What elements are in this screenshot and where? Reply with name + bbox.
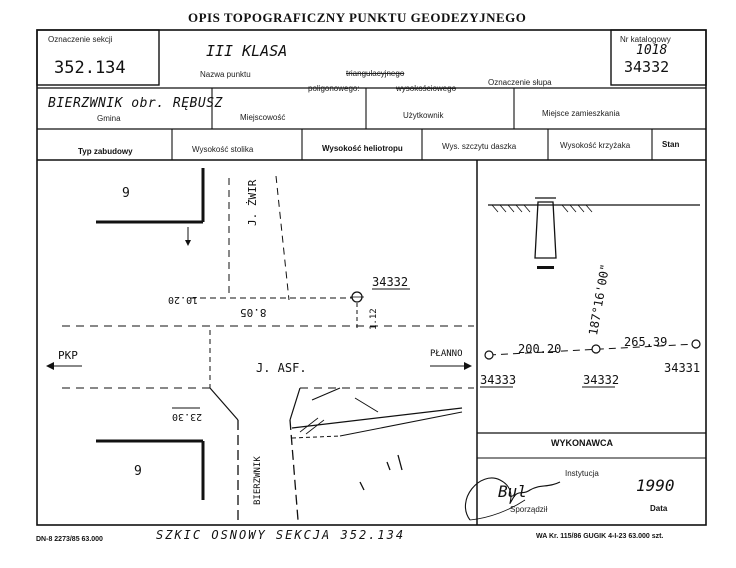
sekcja-value: 352.134 <box>54 58 126 78</box>
slupa-label: Oznaczenie słupa <box>488 78 552 87</box>
distance-1: 200.20 <box>518 342 562 356</box>
year-value: 1990 <box>636 476 675 495</box>
zamieszkania-label: Miejsce zamieszkania <box>542 109 620 118</box>
dimension-805: 8.05 <box>240 306 267 319</box>
krzyzaka-label: Wysokość krzyżaka <box>560 141 631 150</box>
block-top-number: 9 <box>122 186 130 201</box>
point-mid-label: 34332 <box>583 373 620 387</box>
szczytu-label: Wys. szczytu daszka <box>442 142 517 151</box>
document-title: OPIS TOPOGRAFICZNY PUNKTU GEODEZYJNEGO <box>188 10 527 25</box>
sporzadzil-label: Sporządził <box>510 505 548 514</box>
stan-label: Stan <box>662 140 680 149</box>
point-right-label: 34331 <box>664 361 701 375</box>
dimension-112: 1.12 <box>369 308 379 330</box>
typ-zabudowy-label: Typ zabudowy <box>78 147 133 156</box>
sekcja-label: Oznaczenie sekcji <box>48 35 113 44</box>
klasa-value: III KLASA <box>206 42 288 60</box>
road-north-label: J. ŻWIR <box>246 179 259 226</box>
right-direction-label: PŁANNO <box>430 349 463 359</box>
footer-handwritten: SZKIC OSNOWY SEKCJA 352.134 <box>156 528 406 542</box>
wykonawca-label: WYKONAWCA <box>551 438 613 448</box>
triang-label: triangulacyjnego <box>346 69 405 78</box>
katalog-value-2: 34332 <box>624 58 670 76</box>
uzytkownik-label: Użytkownik <box>403 111 444 120</box>
road-center-label: J. ASF. <box>256 361 307 375</box>
miejscowosc-label: Miejscowość <box>240 113 286 122</box>
distance-2: 265.39 <box>624 335 668 349</box>
footer-left: DN-8 2273/85 63.000 <box>36 536 103 543</box>
angle-label: 187°16'00" <box>586 262 613 337</box>
footer-right: WA Kr. 115/86 GUGIK 4-I-23 63.000 szt. <box>536 533 664 540</box>
dimension-1020: 10.20 <box>168 294 199 305</box>
road-south-label: BIERZWNIK <box>253 456 263 505</box>
heliotropu-label: Wysokość heliotropu <box>322 144 403 153</box>
point-left-label: 34333 <box>480 373 517 387</box>
dimension-2330: 23.30 <box>172 411 203 422</box>
data-label: Data <box>650 504 668 513</box>
nazwa-label: Nazwa punktu <box>200 70 251 79</box>
location-handwritten: BIERZWNIK obr. RĘBUSZ <box>48 96 223 111</box>
stolika-label: Wysokość stolika <box>192 145 254 154</box>
wysok-label: wysokościowego <box>396 84 457 93</box>
left-direction-label: PKP <box>58 349 78 362</box>
gmina-label: Gmina <box>97 114 121 123</box>
point-number-label: 34332 <box>372 275 409 289</box>
instytucja-label: Instytucja <box>565 469 599 478</box>
katalog-label: Nr katalogowy <box>620 35 671 44</box>
signature: Bul <box>498 482 527 501</box>
block-bottom-number: 9 <box>134 464 142 479</box>
poligon-label: poligonowego: <box>308 84 360 93</box>
katalog-value-1: 1018 <box>636 43 668 58</box>
